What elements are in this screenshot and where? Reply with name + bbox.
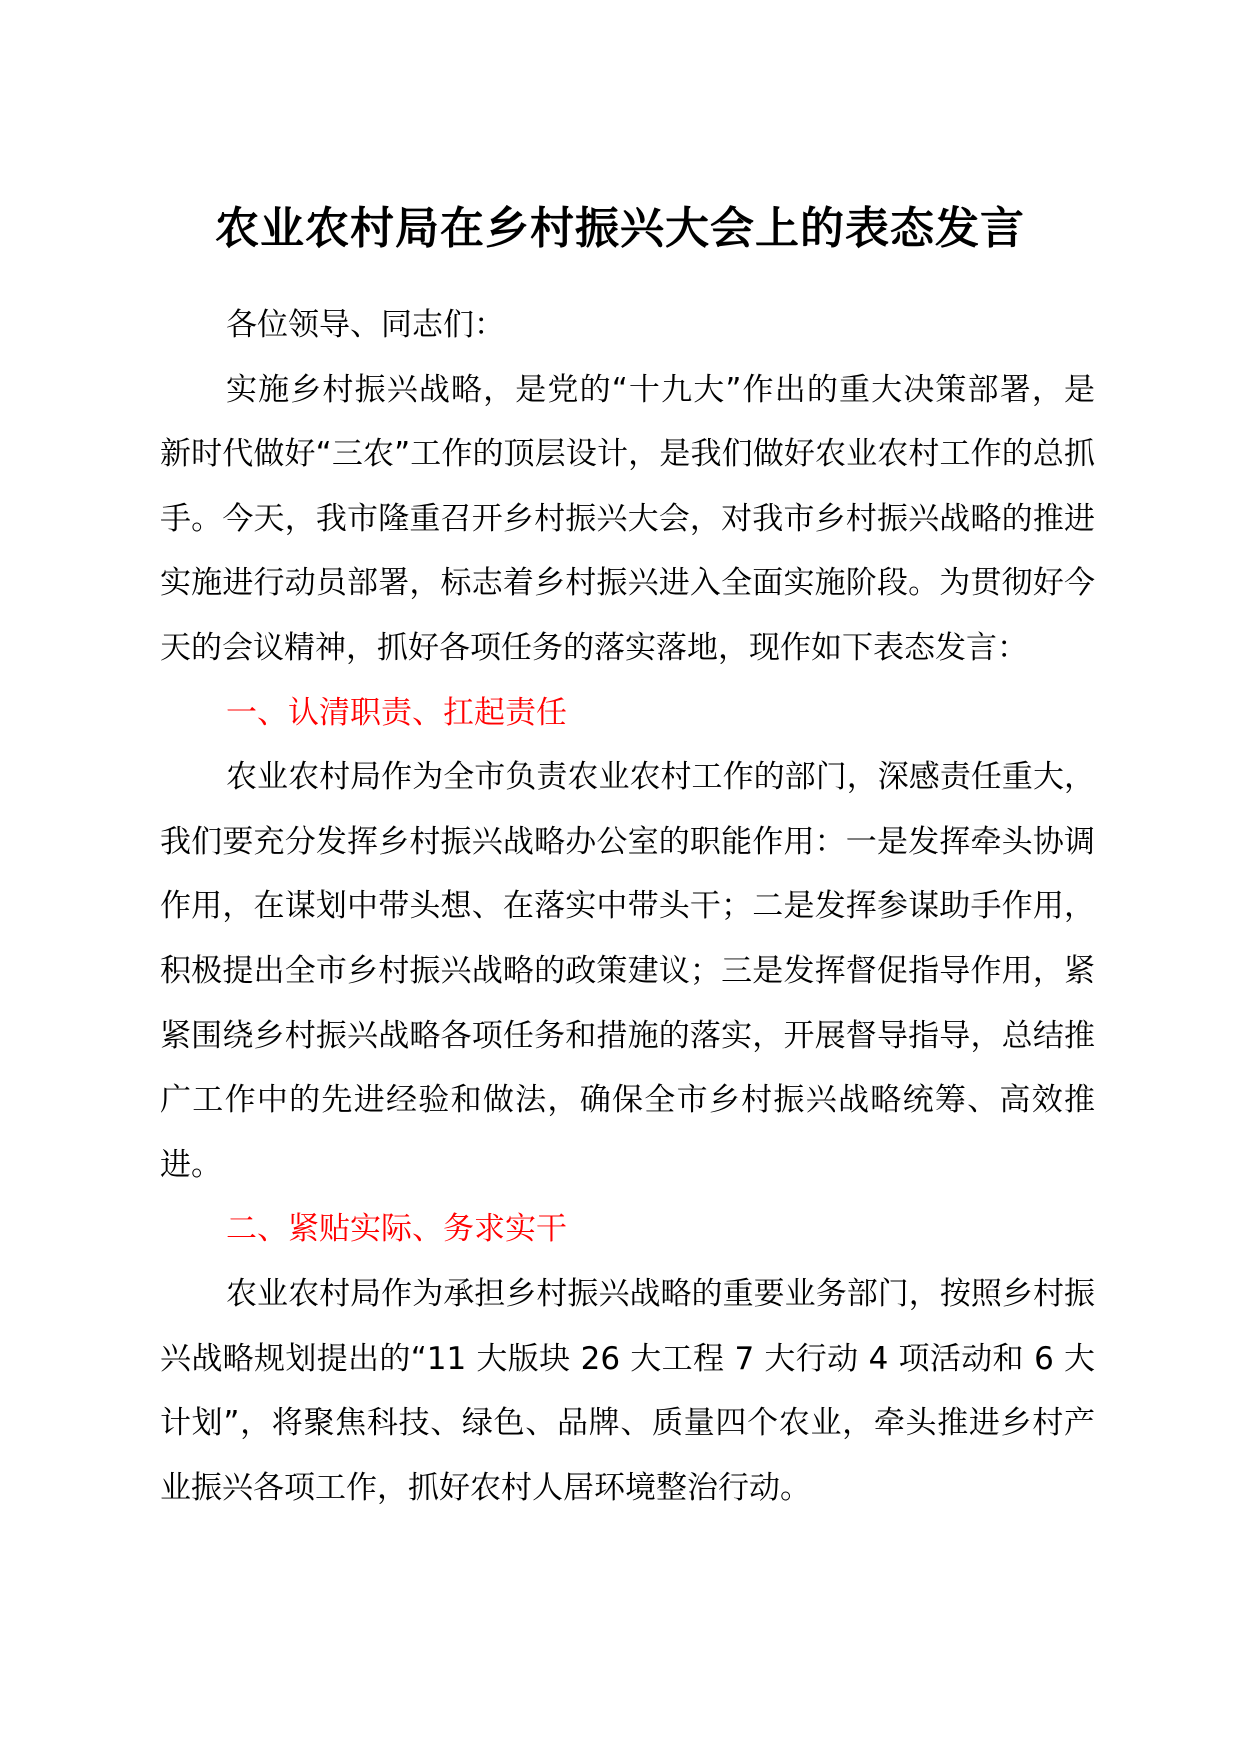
salutation: 各位领导、同志们： [226, 307, 505, 343]
document-body [160, 293, 1095, 1520]
document-title: 农业农村局在乡村振兴大会上的表态发言 [215, 203, 1025, 254]
paragraph-intro: 实施乡村振兴战略，是党的“十九大”作出的重大决策部署，是新时代做好“三农”工作的顶层设计，是我们做好农业农村工作的总抓手。今天，我市隆重召开乡村振兴大会，对我市乡村振兴战略的推进实施进行动员部署，标志着乡村振兴进入全面实施阶段。为贯彻好今天的会议精神，抓好各项任务的落实落地，现作如下表态发言： [160, 371, 1095, 666]
section-heading-1: 一、认清职责、扛起责任 [226, 694, 567, 731]
section-heading-2: 二、紧贴实际、务求实干 [226, 1211, 567, 1248]
paragraph-section-1: 农业农村局作为全市负责农业农村工作的部门，深感责任重大，我们要充分发挥乡村振兴战略办公室的职能作用：一是发挥牵头协调作用，在谋划中带头想、在落实中带头干；二是发挥参谋助手作用，积极提出全市乡村振兴战略的政策建议；三是发挥督促指导作用，紧紧围绕乡村振兴战略各项任务和措施的落实，开展督导指导，总结推广工作中的先进经验和做法，确保全市乡村振兴战略统筹、高效推进。 [160, 759, 1095, 1183]
paragraph-section-2: 农业农村局作为承担乡村振兴战略的重要业务部门，按照乡村振兴战略规划提出的“11 大版块 26 大工程 7 大行动 4 项活动和 6 大计划”，将聚焦科技、绿色、品牌、质量四个农业，牵头推进乡村产业振兴各项工作，抓好农村人居环境整治行动。 [160, 1275, 1095, 1506]
